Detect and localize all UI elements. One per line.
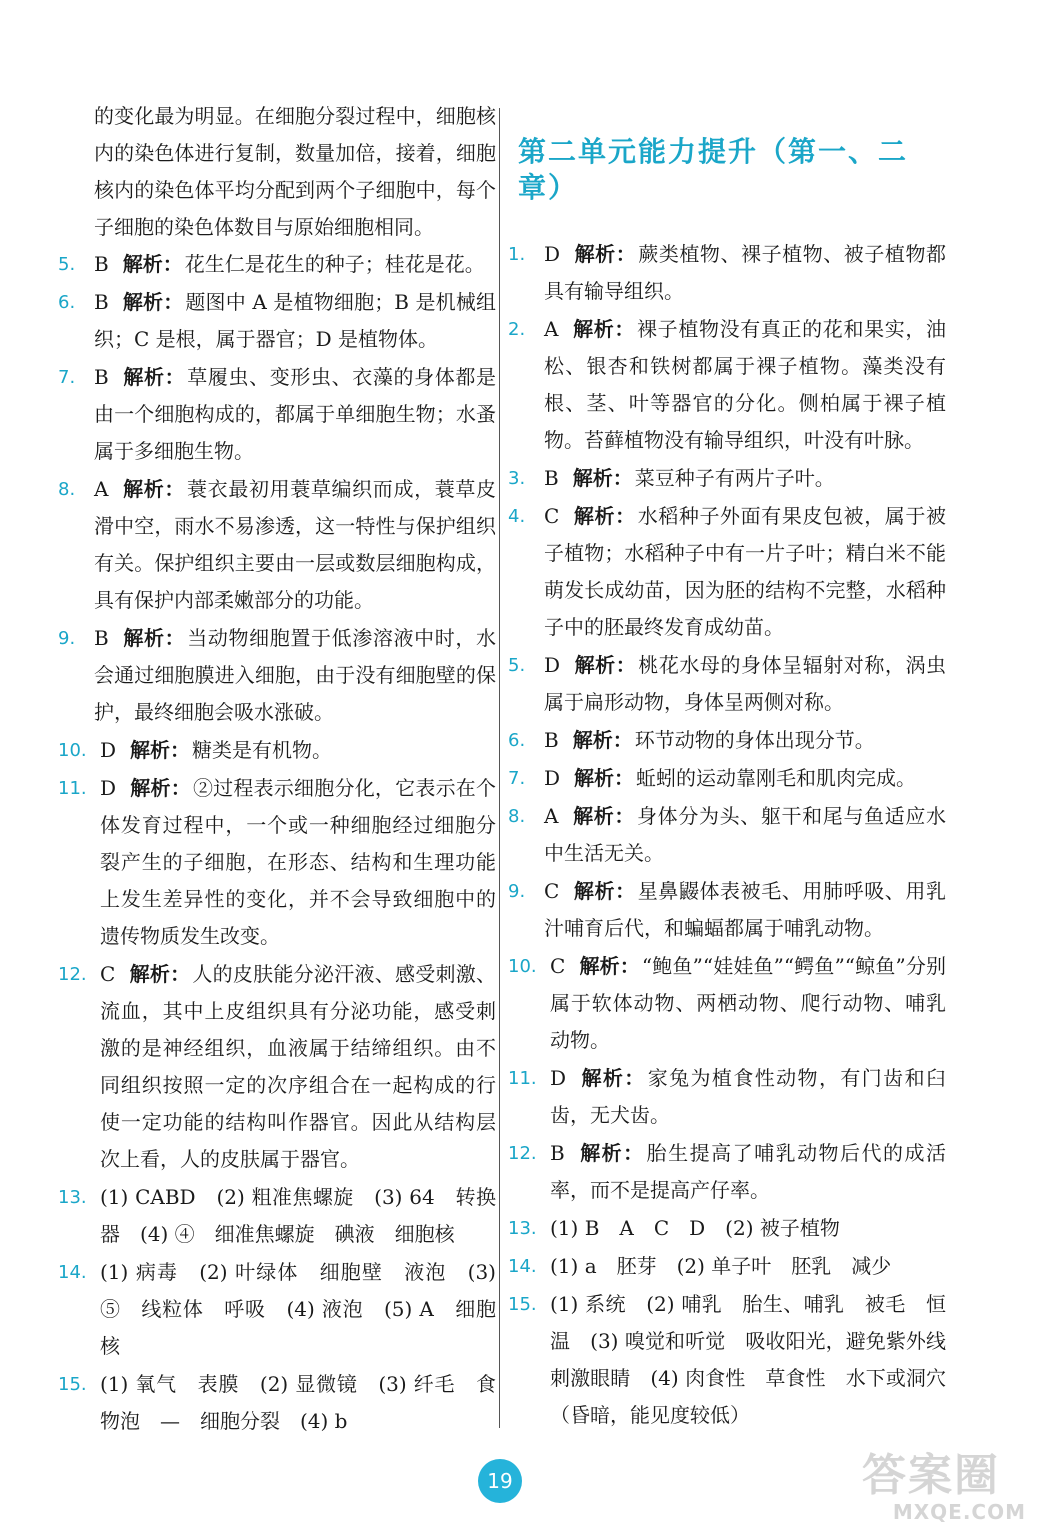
item-number: 13. [508,1218,537,1239]
item-number: 2. [508,319,526,340]
item-label: 解析： [122,477,186,501]
item-number: 14. [58,1262,87,1283]
item-body [544,873,946,947]
item-answer: A [544,804,559,828]
item-answer: C [100,962,116,986]
item-body [94,620,496,731]
answer-item [58,1366,496,1440]
answer-item [58,284,496,358]
item-text: 人的皮肤能分泌汗液、感受刺激、流血，其中上皮组织具有分泌功能，感受刺激的是神经组织，血液属于结缔组织。由不同组织按照一定的次序组合在一起构成的行使一定功能的结构叫作器官。因此从结构层次上看，人的皮肤属于器官。 [100,962,497,1171]
item-number: 15. [58,1374,87,1395]
item-body [100,1366,496,1440]
answer-item [508,1060,946,1134]
item-number: 9. [58,628,76,649]
answer-item [508,498,946,646]
item-answer: B [550,1141,565,1165]
item-number: 6. [58,292,76,313]
item-text: 糖类是有机物。 [192,738,333,762]
item-body [544,647,946,721]
item-label: 解析： [122,365,186,389]
item-number: 14. [508,1256,537,1277]
answer-item [508,1210,946,1247]
item-body [544,311,946,459]
item-text: 花生仁是花生的种子；桂花是花。 [184,252,485,276]
item-text: 菜豆种子有两片子叶。 [634,466,835,490]
item-number: 5. [58,254,76,275]
item-number: 8. [508,806,526,827]
item-text: (1) CABD (2) 粗准焦螺旋 (3) 64 转换器 (4) ④ 细准焦螺旋 碘液 细胞核 [100,1185,496,1246]
item-number: 11. [58,778,87,799]
item-body [550,948,946,1059]
item-body [544,722,946,759]
item-answer: A [544,317,559,341]
item-text: 家兔为植食性动物，有门齿和臼齿，无犬齿。 [550,1066,947,1127]
left-answer-list [58,246,496,1440]
item-number: 13. [58,1187,87,1208]
item-text: 蚯蚓的运动靠刚毛和肌肉完成。 [636,766,917,790]
item-body [550,1060,946,1134]
answer-item [58,956,496,1178]
item-number: 10. [508,956,537,977]
answer-item [508,1248,946,1285]
item-answer: B [544,466,559,490]
item-answer: D [544,242,561,266]
watermark-logo [862,1452,1032,1528]
item-body [100,1254,496,1365]
item-answer: D [544,766,561,790]
item-answer: A [94,477,109,501]
item-label: 解析： [574,766,635,790]
item-number: 12. [58,964,87,985]
answer-item [508,948,946,1059]
item-body [544,236,946,310]
item-number: 6. [508,730,526,751]
column-divider [499,108,500,1428]
item-body [550,1210,946,1247]
item-text: (1) 病毒 (2) 叶绿体 细胞壁 液泡 (3) ⑤ 线粒体 呼吸 (4) 液泡 (5) A 细胞核 [100,1260,496,1358]
item-text: (1) 氧气 表膜 (2) 显微镜 (3) 纤毛 食物泡 — 细胞分裂 (4) b [100,1372,496,1433]
item-text: 草履虫、变形虫、衣藻的身体都是由一个细胞构成的，都属于单细胞生物；水蚤属于多细胞生物。 [94,365,497,463]
item-answer: D [544,653,561,677]
answer-item [508,798,946,872]
item-label: 解析： [129,962,191,986]
item-body [94,471,496,619]
item-number: 9. [508,881,526,902]
item-text: 蕨类植物、裸子植物、被子植物都具有输导组织。 [544,242,947,303]
item-label: 解析： [572,317,636,341]
item-answer: C [544,504,560,528]
answer-item [58,620,496,731]
answer-item [508,1135,946,1209]
section-title: 第二单元能力提升（第一、二章） [518,135,909,204]
answer-item [58,359,496,470]
item-number: 3. [508,468,526,489]
item-text: 桃花水母的身体呈辐射对称，涡虫属于扁形动物，身体呈两侧对称。 [544,653,947,714]
item-label: 解析： [130,738,191,762]
item-answer: B [94,365,109,389]
item-text: 身体分为头、躯干和尾与鱼适应水中生活无关。 [544,804,947,865]
item-text: 题图中 A 是植物细胞；B 是机械组织；C 是根，属于器官；D 是植物体。 [94,290,496,351]
watermark-sub-text: MXQE.COM [892,1500,1026,1524]
item-number: 8. [58,479,76,500]
item-body [100,956,496,1178]
item-label: 解析： [580,1066,646,1090]
item-text: 水稻种子外面有果皮包被，属于被子植物；水稻种子中有一片子叶；精白米不能萌发长成幼苗，因为胚的结构不完整，水稻种子中的胚最终发育成幼苗。 [544,504,946,639]
item-label: 解析： [122,290,184,314]
item-answer: B [94,626,109,650]
right-column [508,98,946,1435]
item-body [94,246,496,283]
item-body [100,1179,496,1253]
item-text: 星鼻鼹体表被毛、用肺呼吸、用乳汁哺育后代，和蝙蝠都属于哺乳动物。 [544,879,946,940]
item-text: 环节动物的身体出现分节。 [634,728,875,752]
item-body [550,1248,946,1285]
answer-item [58,732,496,769]
item-label: 解析： [574,653,637,677]
page-number: 19 [478,1459,522,1503]
right-answer-list [508,236,946,1434]
item-answer: C [544,879,560,903]
item-label: 解析： [578,1141,645,1165]
item-answer: B [544,728,559,752]
item-answer: B [94,252,109,276]
continuation-paragraph: 的变化最为明显。在细胞分裂过程中，细胞核内的染色体进行复制，数量加倍，接着，细胞核内的染色体平均分配到两个子细胞中，每个子细胞的染色体数目与原始细胞相同。 [94,104,496,239]
item-body [550,1135,946,1209]
item-label: 解析： [579,954,640,978]
item-label: 解析： [122,626,186,650]
item-label: 解析： [573,879,636,903]
item-body [94,359,496,470]
item-answer: D [100,776,117,800]
answer-item [508,760,946,797]
answer-item [58,1254,496,1365]
item-answer: C [550,954,566,978]
item-number: 15. [508,1294,537,1315]
item-label: 解析： [130,776,191,800]
item-number: 5. [508,655,526,676]
item-body [550,1286,946,1434]
watermark-main-text: 答案圈 [862,1450,1000,1501]
item-body [544,460,946,497]
item-label: 解析： [573,504,636,528]
item-number: 4. [508,506,526,527]
answer-item [508,647,946,721]
item-number: 7. [58,367,76,388]
item-number: 1. [508,244,526,265]
answer-item [58,1179,496,1253]
item-text: (1) B A C D (2) 被子植物 [550,1216,840,1240]
answer-item [508,460,946,497]
answer-item [58,246,496,283]
answer-item [58,770,496,955]
answer-item [508,873,946,947]
item-answer: D [100,738,117,762]
item-body [544,798,946,872]
answer-item [508,722,946,759]
item-text: “鲍鱼”“娃娃鱼”“鳄鱼”“鲸鱼”分别属于软体动物、两栖动物、爬行动物、哺乳动物。 [550,954,947,1052]
item-number: 11. [508,1068,537,1089]
answer-item [508,1286,946,1434]
item-body [100,732,496,769]
item-label: 解析： [574,242,637,266]
item-text: ②过程表示细胞分化，它表示在个体发育过程中，一个或一种细胞经过细胞分裂产生的子细胞，在形态、结构和生理功能上发生差异性的变化，并不会导致细胞中的遗传物质发生改变。 [100,776,497,948]
item-number: 12. [508,1143,537,1164]
item-answer: D [550,1066,567,1090]
item-text: 蓑衣最初用蓑草编织而成，蓑草皮滑中空，雨水不易渗透，这一特性与保护组织有关。保护组织主要由一层或数层细胞构成，具有保护内部柔嫩部分的功能。 [94,477,497,612]
item-body [94,284,496,358]
item-text: 裸子植物没有真正的花和果实，油松、银杏和铁树都属于裸子植物。藻类没有根、茎、叶等器官的分化。侧柏属于裸子植物。苔藓植物没有输导组织，叶没有叶脉。 [544,317,947,452]
item-text: 胎生提高了哺乳动物后代的成活率，而不是提高产仔率。 [550,1141,947,1202]
item-number: 7. [508,768,526,789]
item-label: 解析： [572,804,636,828]
answer-item [508,236,946,310]
answer-item [508,311,946,459]
item-text: (1) 系统 (2) 哺乳 胎生、哺乳 被毛 恒温 (3) 嗅觉和听觉 吸收阳光，避免紫外线刺激眼睛 (4) 肉食性 草食性 水下或洞穴（昏暗，能见度较低） [550,1292,946,1427]
item-text: (1) a 胚芽 (2) 单子叶 胚乳 减少 [550,1254,892,1278]
item-body [100,770,496,955]
item-label: 解析： [572,466,633,490]
item-body [544,760,946,797]
item-number: 10. [58,740,87,761]
item-body [544,498,946,646]
item-answer: B [94,290,109,314]
answer-item [58,471,496,619]
left-column [58,98,496,1441]
item-label: 解析： [572,728,633,752]
item-label: 解析： [122,252,183,276]
item-text: 当动物细胞置于低渗溶液中时，水会通过细胞膜进入细胞，由于没有细胞壁的保护，最终细胞会吸水涨破。 [94,626,497,724]
